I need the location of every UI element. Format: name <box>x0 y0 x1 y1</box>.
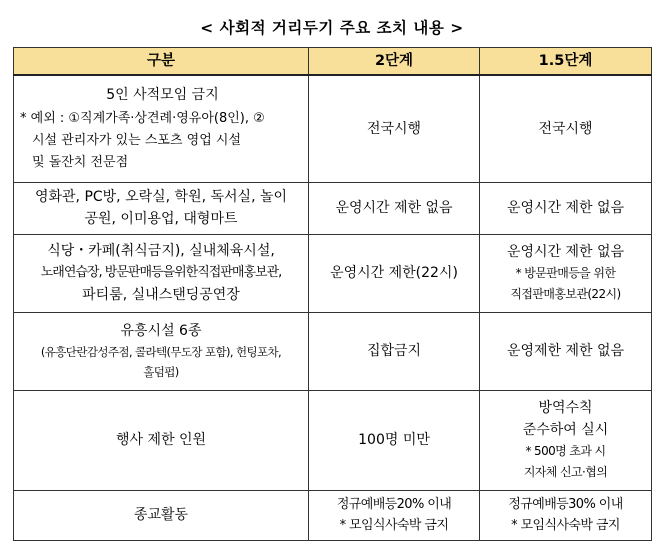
category-note: * 예외 : ①직계가족·상견례·영유아(8인), ② <box>20 110 265 126</box>
level-1-5-text: 방역수칙 <box>538 400 593 416</box>
header-level-1-5: 1.5단계 <box>480 48 652 76</box>
level-1-5-text: 운영제한 제한 없음 <box>506 343 625 359</box>
category-cell <box>14 490 309 540</box>
level-1-5-note: * 500명 초과 시 <box>525 444 606 458</box>
level-2-note: * 모임식사숙박 금지 <box>339 518 449 533</box>
category-note: 홀덤펍) <box>143 365 179 379</box>
category-cell <box>14 75 309 182</box>
header-level-2: 2단계 <box>309 48 480 76</box>
level-2-cell <box>309 75 480 182</box>
level-1-5-cell <box>480 182 652 234</box>
level-2-text: 운영시간 제한 없음 <box>335 200 453 216</box>
category-cell <box>14 182 309 234</box>
header-category: 구분 <box>14 48 309 76</box>
category-text: 행사 제한 인원 <box>115 432 207 448</box>
level-1-5-text: 운영시간 제한 없음 <box>506 200 625 216</box>
category-text: 영화관, PC방, 오락실, 학원, 독서실, 놀이 <box>34 189 288 205</box>
level-1-5-text: 전국시행 <box>538 120 593 137</box>
level-1-5-cell <box>480 234 652 312</box>
level-1-5-cell <box>480 490 652 540</box>
category-text: 노래연습장, 방문판매등을위한직접판매홍보관, <box>40 265 282 280</box>
level-2-cell <box>309 490 480 540</box>
level-2-cell <box>309 182 480 234</box>
level-2-cell <box>309 234 480 312</box>
table-row <box>14 75 652 182</box>
level-2-text: 정규예배등20% 이내 <box>336 497 452 512</box>
measures-table <box>13 47 652 541</box>
category-cell <box>14 390 309 490</box>
level-2-text: 전국시행 <box>366 120 422 137</box>
category-cell <box>14 312 309 390</box>
category-text: 식당・카페(취식금지), 실내체육시설, <box>47 243 275 259</box>
category-text: 공원, 이미용업, 대형마트 <box>84 211 238 227</box>
level-1-5-text: 운영시간 제한 없음 <box>506 244 625 260</box>
level-1-5-cell <box>480 312 652 390</box>
page-title: < 사회적 거리두기 주요 조치 내용 > <box>200 19 464 37</box>
table-row <box>14 182 652 234</box>
level-1-5-note: 직접판매홍보관(22시) <box>510 287 621 301</box>
table-header-row <box>14 48 652 76</box>
category-note: 시설 관리자가 있는 스포츠 영업 시설 <box>32 132 242 148</box>
table-row <box>14 490 652 540</box>
level-2-cell <box>309 312 480 390</box>
level-1-5-text: 준수하여 실시 <box>522 422 609 438</box>
level-1-5-note: * 방문판매등을 위한 <box>515 266 616 280</box>
level-1-5-text: 정규예배등30% 이내 <box>508 497 623 512</box>
level-2-text: 운영시간 제한(22시) <box>330 265 458 281</box>
table-row <box>14 390 652 490</box>
category-text: 종교활동 <box>133 507 189 523</box>
table-row <box>14 312 652 390</box>
level-2-text: 100명 미만 <box>358 432 430 448</box>
category-text: 5인 사적모임 금지 <box>106 86 219 103</box>
level-1-5-cell <box>480 75 652 182</box>
category-text: 파티룸, 실내스탠딩공연장 <box>82 287 240 303</box>
category-cell <box>14 234 309 312</box>
category-text: 유흥시설 6종 <box>120 323 202 339</box>
category-note: 및 돌잔치 전문점 <box>32 154 129 170</box>
level-1-5-cell <box>480 390 652 490</box>
category-note: (유흥단란감성주점, 콜라텍(무도장 포함), 헌팅포차, <box>40 345 282 359</box>
level-2-text: 집합금지 <box>366 343 422 359</box>
level-2-cell <box>309 390 480 490</box>
level-1-5-note: 지자체 신고·협의 <box>523 465 608 479</box>
level-1-5-note: * 모임식사숙박 금지 <box>511 518 620 533</box>
table-row <box>14 234 652 312</box>
